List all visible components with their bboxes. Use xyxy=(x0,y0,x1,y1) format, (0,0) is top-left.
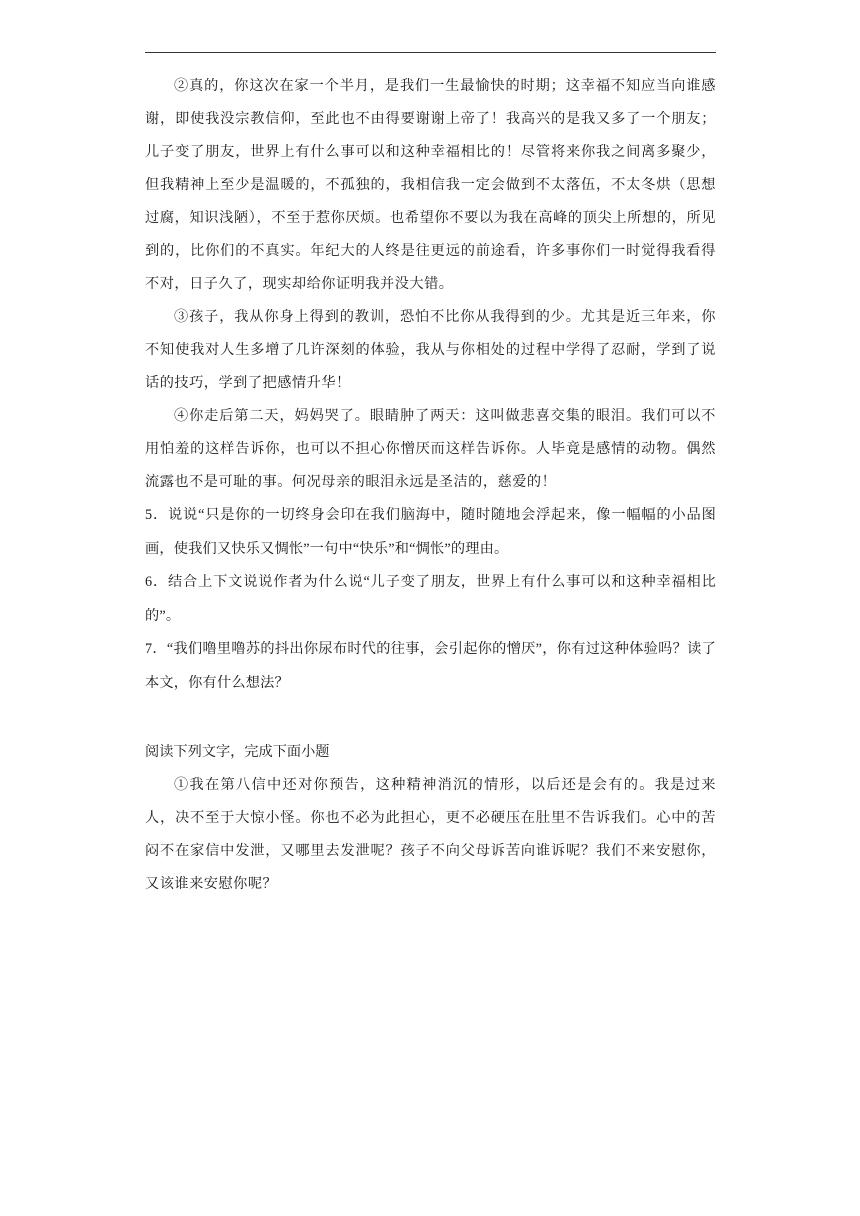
reading-instruction: 阅读下列文字，完成下面小题 xyxy=(145,744,330,760)
question-6: 6．结合上下文说说作者为什么说“儿子变了朋友，世界上有什么事可以和这种幸福相比的”。 xyxy=(145,574,716,624)
question-7: 7．“我们噜里噜苏的抖出你尿布时代的往事，会引起你的憎厌”，你有过这种体验吗？读了本文，你有什么想法？ xyxy=(145,641,716,691)
passage-b-paragraph-1: ①我在第八信中还对你预告，这种精神消沉的情形，以后还是会有的。我是过来人，决不至于大惊小怪。你也不必为此担心，更不必硬压在肚里不告诉我们。心中的苦闷不在家信中发泄，又哪里去发泄呢？孩子不向父母诉苦向谁诉呢？我们不来安慰你，又该谁来安慰你呢？ xyxy=(145,777,716,892)
passage-paragraph-2: ②真的，你这次在家一个半月，是我们一生最愉快的时期；这幸福不知应当向谁感谢，即使我没宗教信仰，至此也不由得要谢谢上帝了！我高兴的是我又多了一个朋友；儿子变了朋友，世界上有什么事可以和这种幸福相比的！尽管将来你我之间离多聚少，但我精神上至少是温暖的，不孤独的，我相信我一定会做到不太落伍，不太冬烘（思想过腐，知识浅陋），不至于惹你厌烦。也希望你不要以为我在高峰的顶尖上所想的，所见到的，比你们的不真实。年纪大的人终是往更远的前途看，许多事你们一时觉得我看得不对，日子久了，现实却给你证明我并没大错。 xyxy=(145,78,716,292)
document-body xyxy=(145,70,716,901)
header-divider xyxy=(145,52,716,53)
passage-paragraph-4: ④你走后第二天，妈妈哭了。眼睛肿了两天：这叫做悲喜交集的眼泪。我们可以不用怕羞的这样告诉你，也可以不担心你憎厌而这样告诉你。人毕竟是感情的动物。偶然流露也不是可耻的事。何况母亲的眼泪永远是圣洁的，慈爱的！ xyxy=(145,408,716,490)
section-spacer xyxy=(145,700,716,736)
question-5: 5．说说“只是你的一切终身会印在我们脑海中，随时随地会浮起来，像一幅幅的小品图画，使我们又快乐又惆怅”一句中“快乐”和“惆怅”的理由。 xyxy=(145,507,716,557)
passage-paragraph-3: ③孩子，我从你身上得到的教训，恐怕不比你从我得到的少。尤其是近三年来，你不知使我对人生多增了几许深刻的体验，我从与你相处的过程中学得了忍耐，学到了说话的技巧，学到了把感情升华！ xyxy=(145,309,716,391)
